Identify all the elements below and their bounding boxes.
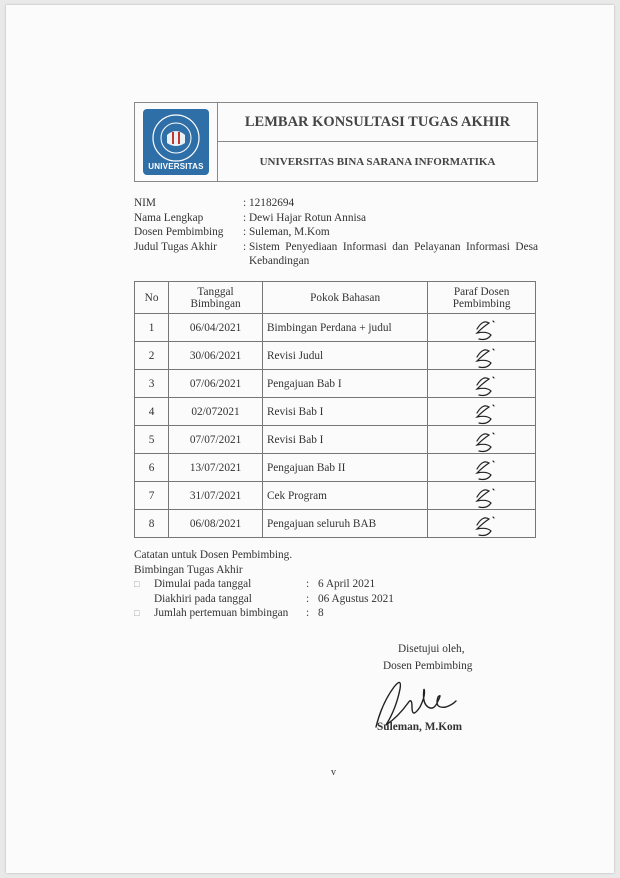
end-value: 06 Agustus 2021: [318, 592, 394, 605]
table-row: [135, 510, 536, 538]
count-value: 8: [318, 607, 324, 619]
checkbox-icon: □: [134, 579, 140, 589]
colon: :: [306, 578, 310, 590]
row-signature: [428, 398, 536, 426]
table-row: [135, 426, 536, 454]
approval-line2: Dosen Pembimbing: [383, 660, 473, 672]
start-value: 6 April 2021: [318, 578, 376, 590]
col-header-date: [169, 282, 263, 314]
bullet-spacer: [134, 592, 154, 607]
row-signature: [428, 426, 536, 454]
paraf-signature-icon: [465, 455, 499, 481]
colon: :: [243, 197, 247, 209]
row-topic: Revisi Bab I: [262, 426, 427, 454]
logo-label: UNIVERSITAS: [148, 162, 204, 171]
advisor-value: Suleman, M.Kom: [249, 226, 330, 238]
thesis-label: Judul Tugas Akhir: [134, 240, 217, 253]
row-date: 02/072021: [169, 398, 263, 426]
col-header-no: No: [135, 282, 169, 314]
document-page: [6, 5, 614, 873]
nim-label: NIM: [134, 197, 156, 209]
page-subtitle: UNIVERSITAS BINA SARANA INFORMATIKA: [259, 155, 496, 168]
header-box: [134, 102, 538, 182]
row-number: 8: [135, 510, 169, 538]
row-number: 1: [135, 314, 169, 342]
checkbox-icon: □: [134, 608, 140, 618]
colon: :: [306, 592, 310, 605]
row-signature: [428, 482, 536, 510]
row-topic: Cek Program: [262, 482, 427, 510]
logo-cell: [135, 103, 218, 181]
col-header-sig-line2: Pembimbing: [452, 297, 511, 310]
row-topic: Pengajuan seluruh BAB: [262, 510, 427, 538]
row-date: 31/07/2021: [169, 482, 263, 510]
thesis-title-line2: Kebandingan: [249, 255, 310, 267]
row-signature: [428, 454, 536, 482]
note-start: [134, 577, 394, 592]
table-row: [135, 342, 536, 370]
colon: :: [306, 607, 310, 619]
info-row-nim: [134, 196, 538, 211]
count-label: Jumlah pertemuan bimbingan: [154, 607, 289, 619]
paraf-signature-icon: [465, 315, 499, 341]
start-label: Dimulai pada tanggal: [154, 578, 252, 590]
advisor-label: Dosen Pembimbing: [134, 226, 224, 238]
thesis-title-line1: Sistem Penyediaan Informasi dan Pelayanan Informasi Desa: [249, 240, 538, 253]
paraf-signature-icon: [465, 427, 499, 453]
table-header-row: [135, 282, 536, 314]
table-row: [135, 370, 536, 398]
row-signature: [428, 510, 536, 538]
row-number: 7: [135, 482, 169, 510]
row-topic: Revisi Judul: [262, 342, 427, 370]
note-count: [134, 606, 394, 621]
col-header-date-line2: Bimbingan: [190, 297, 241, 310]
row-topic: Bimbingan Perdana + judul: [262, 314, 427, 342]
paraf-signature-icon: [465, 483, 499, 509]
info-row-name: [134, 211, 538, 226]
table-row: [135, 482, 536, 510]
row-number: 2: [135, 342, 169, 370]
colon: :: [243, 240, 247, 253]
row-number: 4: [135, 398, 169, 426]
table-row: [135, 314, 536, 342]
row-topic: Revisi Bab I: [262, 398, 427, 426]
paraf-signature-icon: [465, 399, 499, 425]
logo-emblem-icon: [151, 113, 201, 163]
row-date: 30/06/2021: [169, 342, 263, 370]
page-number: v: [331, 767, 336, 778]
row-date: 06/08/2021: [169, 510, 263, 538]
university-logo: [143, 109, 209, 175]
colon: :: [243, 226, 247, 238]
paraf-signature-icon: [465, 511, 499, 537]
paraf-signature-icon: [465, 371, 499, 397]
nim-value: 12182694: [249, 197, 295, 209]
table-row: [135, 454, 536, 482]
col-header-topic: Pokok Bahasan: [262, 282, 427, 314]
note-end: [134, 592, 394, 607]
page-title: LEMBAR KONSULTASI TUGAS AKHIR: [218, 103, 537, 142]
col-header-date-line1: Tanggal: [197, 285, 234, 298]
row-date: 07/07/2021: [169, 426, 263, 454]
row-topic: Pengajuan Bab II: [262, 454, 427, 482]
consultation-table: [134, 281, 536, 538]
end-label: Diakhiri pada tanggal: [154, 592, 252, 605]
row-signature: [428, 370, 536, 398]
advisor-name: Suleman, M.Kom: [377, 721, 463, 733]
name-label: Nama Lengkap: [134, 211, 204, 224]
notes-section: [134, 548, 394, 621]
student-info: [134, 196, 538, 269]
paraf-signature-icon: [465, 343, 499, 369]
notes-subheading: Bimbingan Tugas Akhir: [134, 563, 243, 576]
row-date: 07/06/2021: [169, 370, 263, 398]
col-header-sig-line1: Paraf Dosen: [453, 285, 510, 298]
info-row-advisor: [134, 225, 538, 240]
col-header-signature: [428, 282, 536, 314]
table-row: [135, 398, 536, 426]
notes-heading: Catatan untuk Dosen Pembimbing.: [134, 549, 293, 561]
row-number: 6: [135, 454, 169, 482]
row-signature: [428, 342, 536, 370]
row-signature: [428, 314, 536, 342]
approval-line1: Disetujui oleh,: [398, 643, 465, 655]
row-date: 06/04/2021: [169, 314, 263, 342]
header-text: [218, 103, 537, 181]
row-date: 13/07/2021: [169, 454, 263, 482]
row-number: 5: [135, 426, 169, 454]
colon: :: [243, 211, 247, 224]
row-topic: Pengajuan Bab I: [262, 370, 427, 398]
name-value: Dewi Hajar Rotun Annisa: [249, 211, 367, 224]
info-row-thesis: [134, 240, 538, 255]
row-number: 3: [135, 370, 169, 398]
